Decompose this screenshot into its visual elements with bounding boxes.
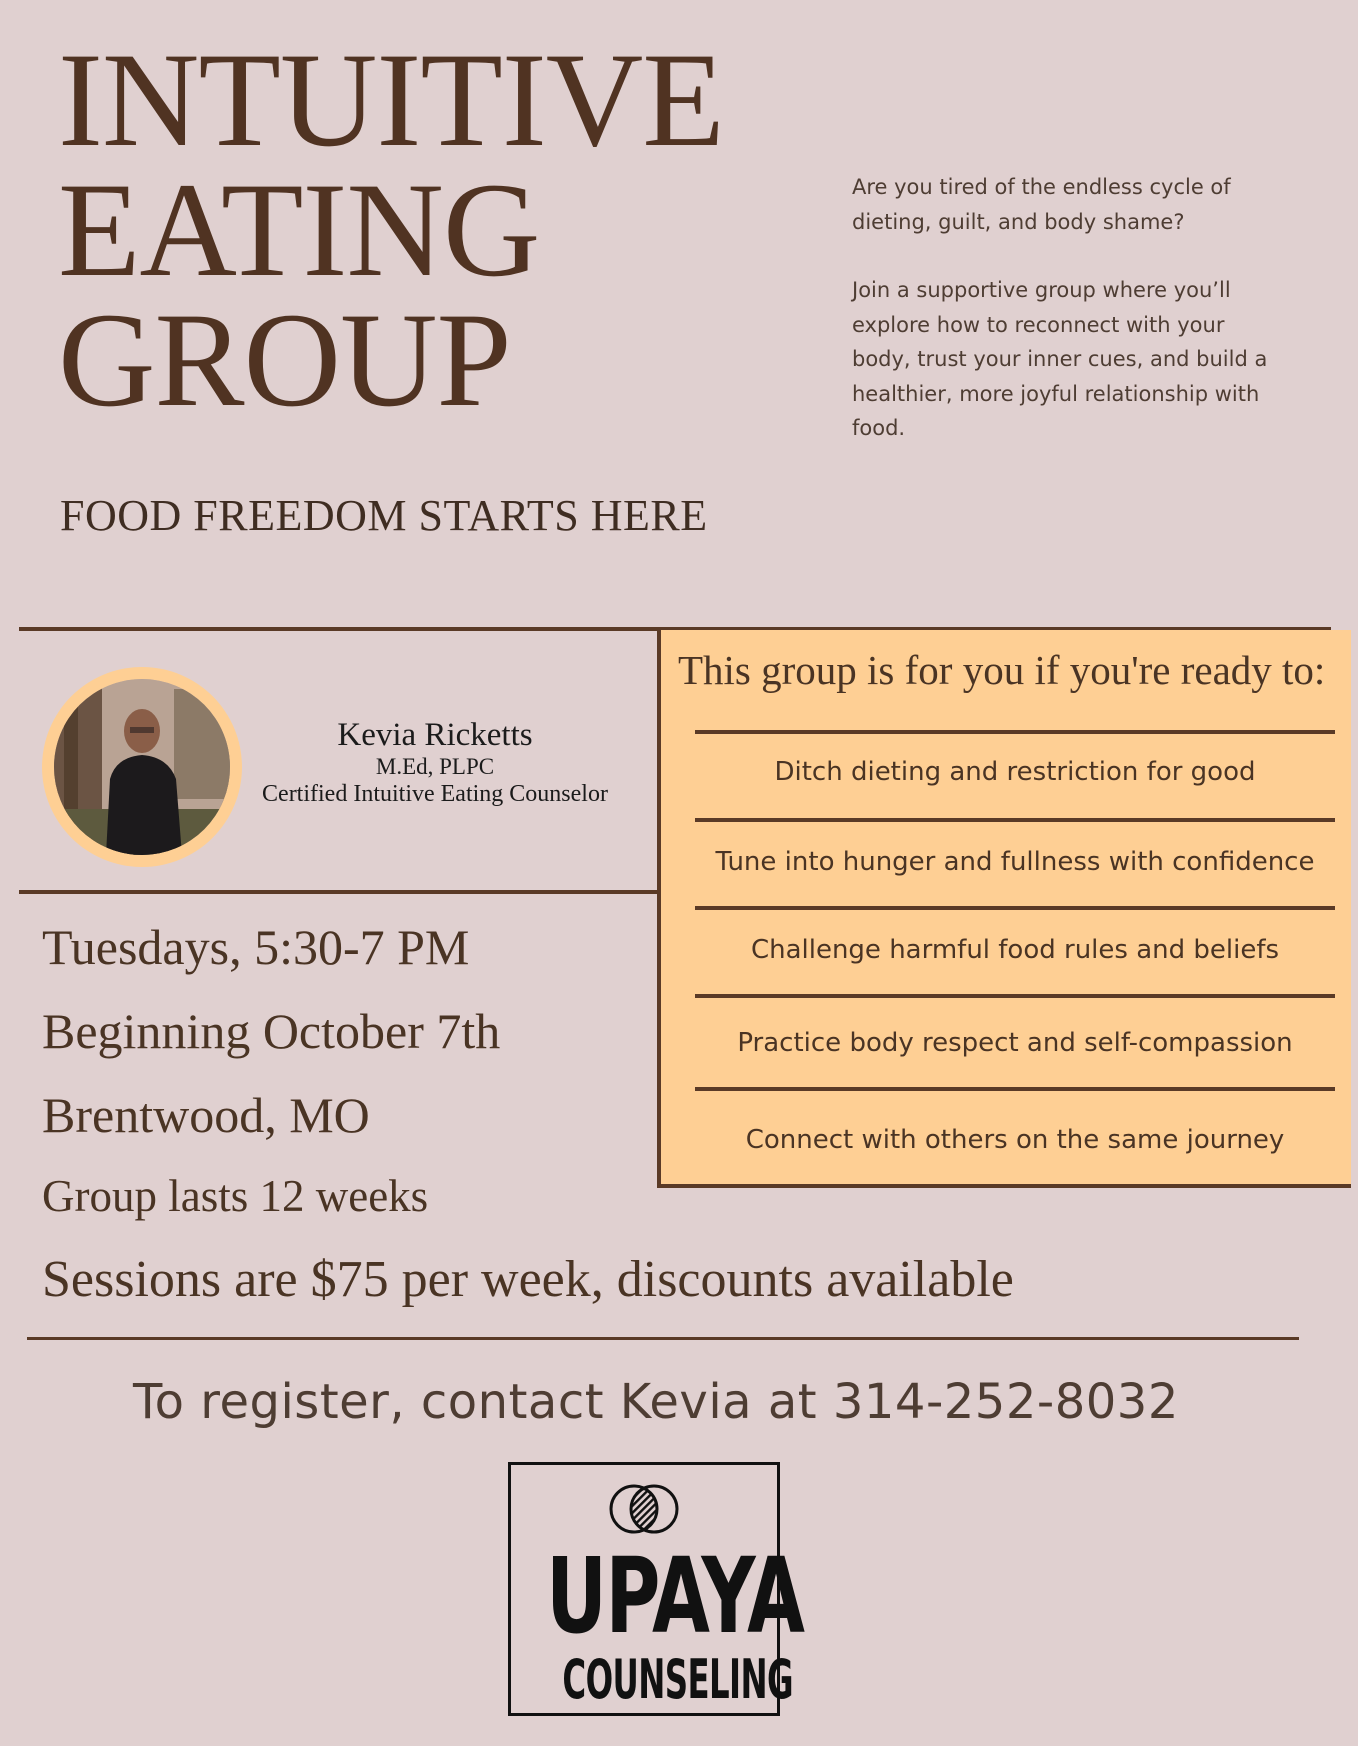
counselor-title: Certified Intuitive Eating Counselor bbox=[262, 781, 608, 807]
interlocking-rings-icon bbox=[600, 1480, 690, 1538]
checklist-rule bbox=[695, 1087, 1335, 1091]
counselor-credentials: M.Ed, PLPC bbox=[375, 754, 495, 779]
checklist-item: Connect with others on the same journey bbox=[745, 1125, 1285, 1155]
title-line-2: EATING bbox=[58, 156, 540, 305]
checklist-item: Ditch dieting and restriction for good bbox=[774, 757, 1256, 787]
checklist-rule bbox=[695, 994, 1335, 998]
intro-paragraph-2: Join a supportive group where you’ll explore how to reconnect with your body, trust your inner cues, and build a healthier, more joyful relationship with food. bbox=[852, 278, 1268, 440]
detail-start-date: Beginning October 7th bbox=[42, 1003, 501, 1059]
intro-paragraph-1: Are you tired of the endless cycle of dieting, guilt, and body shame? bbox=[852, 175, 1231, 234]
checklist-rule bbox=[695, 730, 1335, 734]
tagline: FOOD FREEDOM STARTS HERE bbox=[60, 491, 708, 540]
detail-location: Brentwood, MO bbox=[42, 1087, 370, 1143]
logo-wordmark-counseling: COUNSELING bbox=[562, 1648, 794, 1711]
counselor-name: Kevia Ricketts bbox=[337, 717, 533, 753]
bottom-divider bbox=[27, 1337, 1299, 1340]
counselor-info bbox=[250, 716, 620, 808]
checklist-rule bbox=[695, 818, 1335, 822]
checklist-rule bbox=[695, 906, 1335, 910]
register-contact: To register, contact Kevia at 314-252-8032 bbox=[133, 1374, 1179, 1430]
title-line-3: GROUP bbox=[58, 286, 511, 435]
detail-duration: Group lasts 12 weeks bbox=[42, 1171, 429, 1221]
logo-wordmark-upaya: UPAYA bbox=[546, 1535, 804, 1657]
detail-schedule: Tuesdays, 5:30-7 PM bbox=[42, 919, 470, 975]
checklist-item: Challenge harmful food rules and beliefs bbox=[750, 935, 1280, 965]
checklist-item: Tune into hunger and fullness with confidence bbox=[715, 847, 1315, 877]
checklist-item: Practice body respect and self-compassion bbox=[737, 1028, 1293, 1058]
intro-text bbox=[852, 170, 1282, 480]
flyer-title bbox=[58, 26, 778, 435]
counselor-photo-illustration bbox=[54, 679, 230, 855]
checklist-heading: This group is for you if you're ready to: bbox=[678, 647, 1326, 693]
counselor-photo bbox=[54, 679, 230, 855]
detail-cost: Sessions are $75 per week, discounts available bbox=[42, 1251, 1014, 1308]
profile-divider bbox=[19, 890, 659, 894]
title-line-1: INTUITIVE bbox=[58, 26, 724, 175]
